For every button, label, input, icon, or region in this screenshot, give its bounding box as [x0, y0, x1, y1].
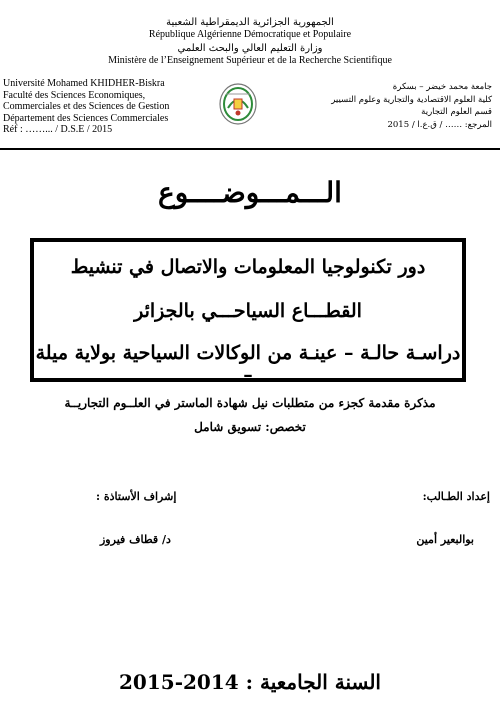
thesis-title-line-1: دور تكنولوجيا المعلومات والاتصال في تنشيط — [70, 256, 426, 278]
institution-block-french — [3, 78, 213, 136]
student-name: بوالبعير أمين — [416, 533, 474, 546]
university-name-french: Université Mohamed KHIDHER-Biskra — [3, 78, 165, 89]
supervisor-name: د/ قطاف فيروز — [100, 533, 171, 546]
academic-year: السنة الجامعية : 2014-2015 — [119, 670, 381, 694]
main-heading: الـــمـــوضــــوع — [158, 176, 342, 209]
student-label: إعداد الطـالب: — [422, 490, 490, 503]
reference-arabic: المرجع: …… / ق.ع.ا / 2015 — [387, 119, 492, 130]
memo-statement: مذكرة مقدمة كجزء من متطلبات نيل شهادة الماستر في العلــوم التجاريــة — [64, 396, 436, 410]
department-name-french: Département des Sciences Commerciales — [3, 112, 169, 124]
thesis-title-line-3: دراسـة حالـة – عينـة من الوكالات السياحية بولاية ميلة – — [35, 342, 461, 386]
ministry-name-french: Ministère de l’Enseignement Supérieur et de la Recherche Scientifique — [108, 55, 392, 66]
department-name-arabic: قسم العلوم التجارية — [421, 107, 492, 117]
header-divider — [0, 148, 500, 150]
thesis-title-box — [30, 238, 466, 386]
faculty-name-french-cont: Commerciales et des Sciences de Gestion — [3, 101, 170, 112]
faculty-name-french: Faculté des Sciences Economiques, — [3, 89, 146, 101]
faculty-name-arabic: كلية العلوم الاقتصادية والتجارية وعلوم التسيير — [331, 94, 492, 105]
specialization: تخصص: تسويق شامل — [194, 420, 306, 434]
ministry-name-arabic: وزارة التعليم العالي والبحث العلمي — [177, 43, 323, 54]
thesis-title-line-2: القطـــاع السياحـــي بالجزائر — [134, 300, 362, 322]
university-name-arabic: جامعة محمد خيضر – بسكرة — [392, 82, 492, 92]
university-emblem-icon — [218, 82, 258, 126]
republic-name-french: République Algérienne Démocratique et Populaire — [148, 29, 352, 40]
republic-name-arabic: الجمهورية الجزائرية الديمقراطية الشعبية — [166, 17, 334, 28]
reference-french: Réf : ……... / D.S.E / 2015 — [3, 124, 113, 135]
supervisor-label: إشراف الأستاذة : — [96, 490, 177, 503]
institution-block-arabic — [327, 81, 492, 131]
